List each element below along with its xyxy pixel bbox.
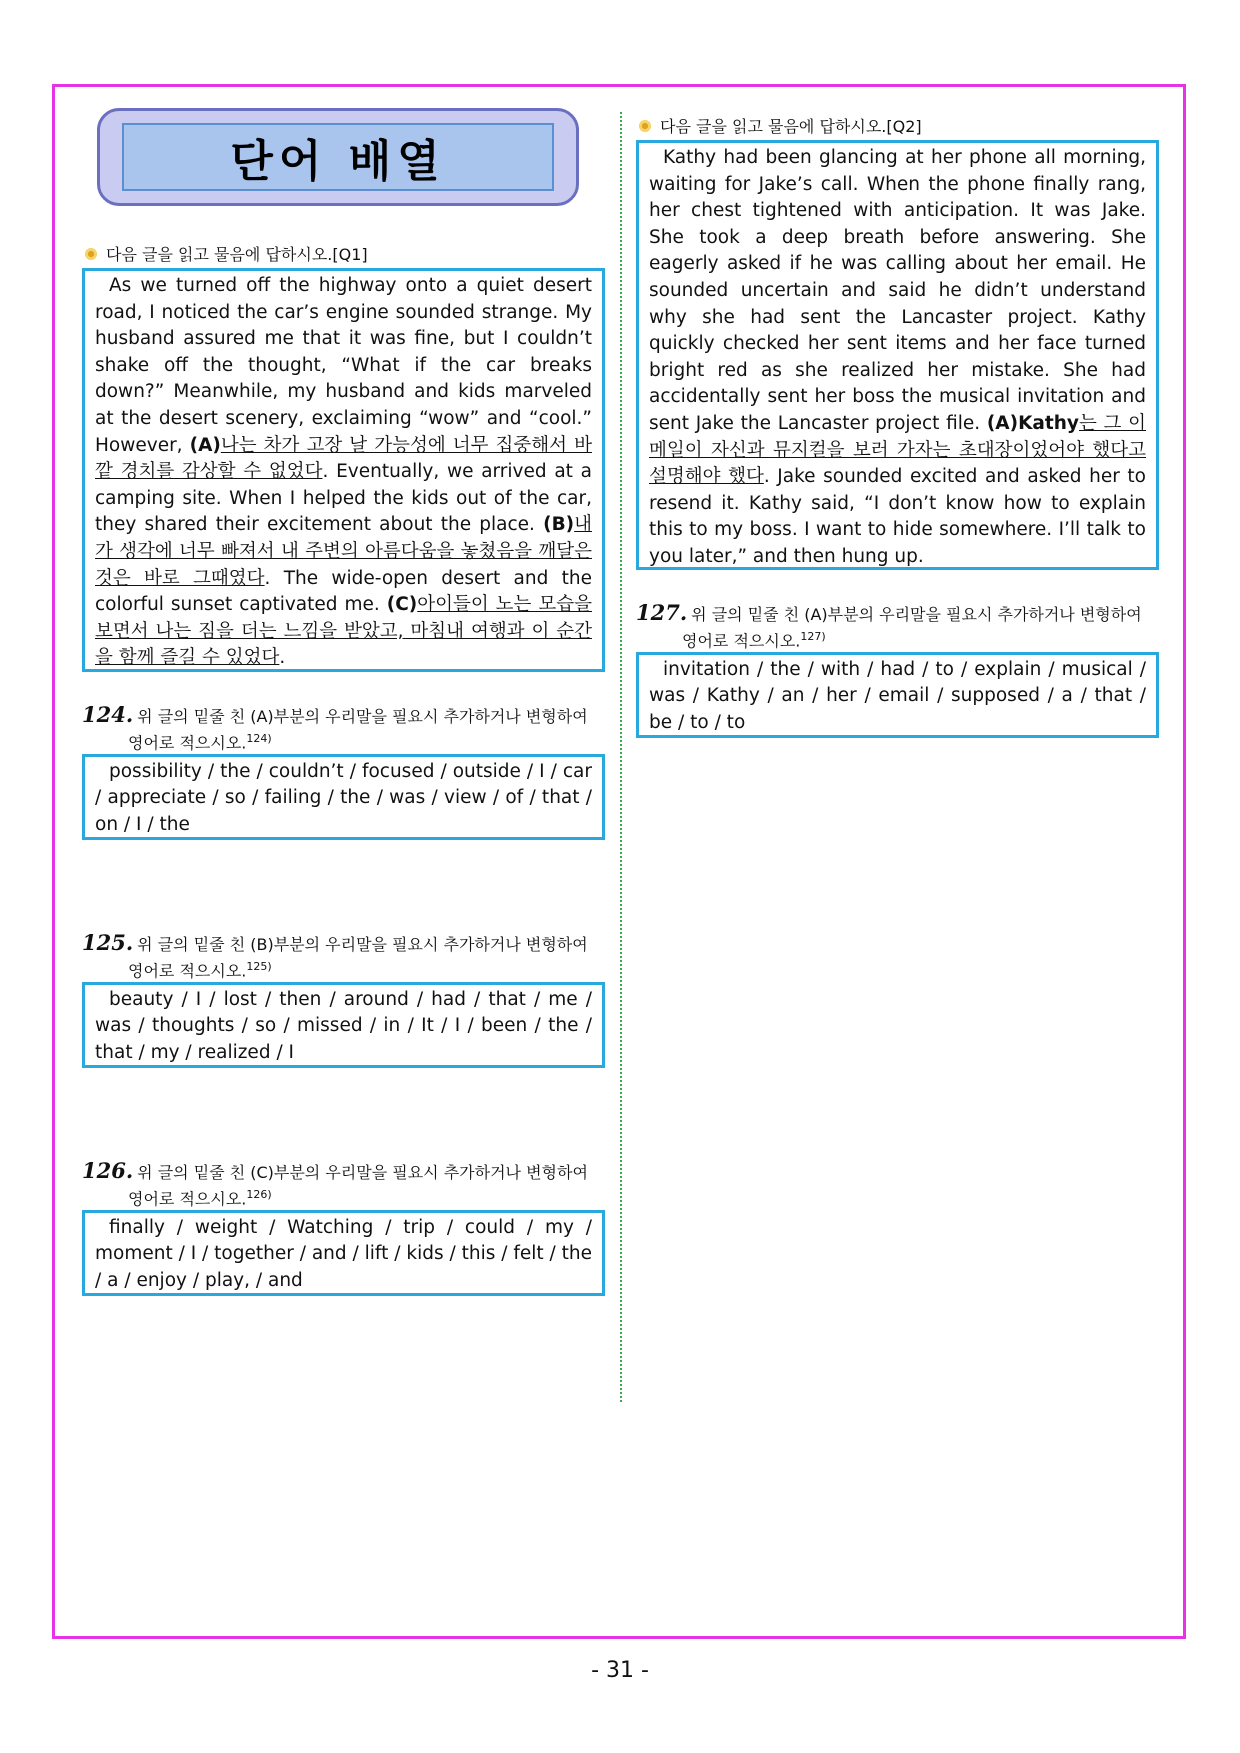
page-number: - 31 - [591,1658,649,1683]
q1-passage-text-4: . [279,647,286,669]
q1-passage [82,268,605,672]
word-bank-text: beauty / I / lost / then / around / had / that / me / was / thoughts / so / missed / in / It / I / been / the / that / my / realized / I [95,989,592,1063]
question-text-line1: 위 글의 밑줄 친 (C)부분의 우리말을 필요시 추가하거나 변형하여 [137,1163,588,1182]
footnote-marker: 124) [246,732,272,745]
section-title: 단어 배열 [230,136,446,187]
column-divider [620,112,622,1402]
word-bank-text: possibility / the / couldn’t / focused / outside / I / car / appreciate / so / failing / the / was / view / of / that / on / I / the [95,761,592,835]
q2-passage-text-1: Kathy had been glancing at her phone all morning, waiting for Jake’s call. When the phone finally rang, her chest tightened with anticipation. It was Jake. She took a deep breath before answering. She eagerly asked if he was calling about her email. He sounded uncertain and said he didn’t understand why she had sent the Lancaster project. Kathy quickly checked her sent items and her face turned bright red as she realized her mistake. She had accidentally sent her boss the musical invitation and sent Jake the Lancaster project file. [649,147,1146,434]
q1-label-c: (C) [386,594,418,616]
question-text-line2: 영어로 적으시오. [128,1189,247,1209]
question-127 [636,602,1160,652]
q2-passage-text-2: . Jake sounded excited and asked her to resend it. Kathy said, “I don’t know how to explain this to my boss. I want to hide somewhere. I’ll talk to you later,” and then hung up. [649,466,1146,567]
question-text-line1: 위 글의 밑줄 친 (A)부분의 우리말을 필요시 추가하거나 변형하여 [691,605,1142,624]
footnote-marker: 125) [246,960,272,973]
section-title-banner [97,108,579,206]
q2-instruction-text: 다음 글을 읽고 물음에 답하시오.[Q2] [660,117,922,136]
question-text-line1: 위 글의 밑줄 친 (B)부분의 우리말을 필요시 추가하거나 변형하여 [137,935,588,954]
q1-label-a: (A) [189,434,221,456]
word-bank-124 [82,754,605,840]
word-bank-125 [82,982,605,1068]
q1-label-b: (B) [543,514,575,536]
q1-underlined-c: 아이들이 노는 모습을 보면서 나는 짐을 더는 느낌을 받았고, 마침내 여행과 이 순간을 함께 즐길 수 있었다 [95,594,592,669]
word-bank-text: finally / weight / Watching / trip / could / my / moment / I / together / and / lift / kids / this / felt / the / a / enjoy / play, / and [95,1217,592,1291]
question-126 [82,1160,606,1210]
q2-instruction [638,114,922,137]
question-number: 124. [82,702,134,727]
question-124 [82,704,606,754]
q1-instruction [84,242,368,265]
q1-passage-text-1: As we turned off the highway onto a quiet desert road, I noticed the car’s engine sounded strange. My husband assured me that it was fine, but I couldn’t shake off the thought, “What if the car breaks down?” Meanwhile, my husband and kids marveled at the desert scenery, exclaiming “wow” and “cool.” However, [95,275,592,456]
flower-icon [84,247,98,261]
question-text-line2: 영어로 적으시오. [128,733,247,753]
q2-passage [636,140,1159,570]
q1-underlined-b: 내가 생각에 너무 빠져서 내 주변의 아름다움을 놓쳤음을 깨달은 것은 바로 그때였다 [95,514,592,589]
q1-passage-text-2: . Eventually, we arrived at a camping site. When I helped the kids out of the car, they shared their excitement about the place. [95,461,592,536]
q2-label-a: (A)Kathy [986,412,1079,434]
question-125 [82,932,606,982]
question-number: 126. [82,1158,134,1183]
word-bank-text: invitation / the / with / had / to / explain / musical / was / Kathy / an / her / email / supposed / a / that / be / to / to [649,659,1146,733]
question-number: 127. [636,600,688,625]
question-number: 125. [82,930,134,955]
word-bank-127 [636,652,1159,738]
q1-underlined-a: 나는 차가 고장 날 가능성에 너무 집중해서 바깥 경치를 감상할 수 없었다 [95,434,592,483]
footnote-marker: 126) [246,1188,272,1201]
section-title-inner [122,123,554,191]
footnote-marker: 127) [800,630,826,643]
flower-icon [638,119,652,133]
word-bank-126 [82,1210,605,1296]
q2-underlined-a: 는 그 이메일이 자신과 뮤지컬을 보러 가자는 초대장이었어야 했다고 설명해야 했다 [649,412,1146,488]
q1-passage-text-3: . The wide-open desert and the colorful sunset captivated me. [95,567,593,616]
question-text-line1: 위 글의 밑줄 친 (A)부분의 우리말을 필요시 추가하거나 변형하여 [137,707,588,726]
q1-instruction-text: 다음 글을 읽고 물음에 답하시오.[Q1] [106,245,368,264]
question-text-line2: 영어로 적으시오. [128,961,247,981]
question-text-line2: 영어로 적으시오. [682,631,801,651]
